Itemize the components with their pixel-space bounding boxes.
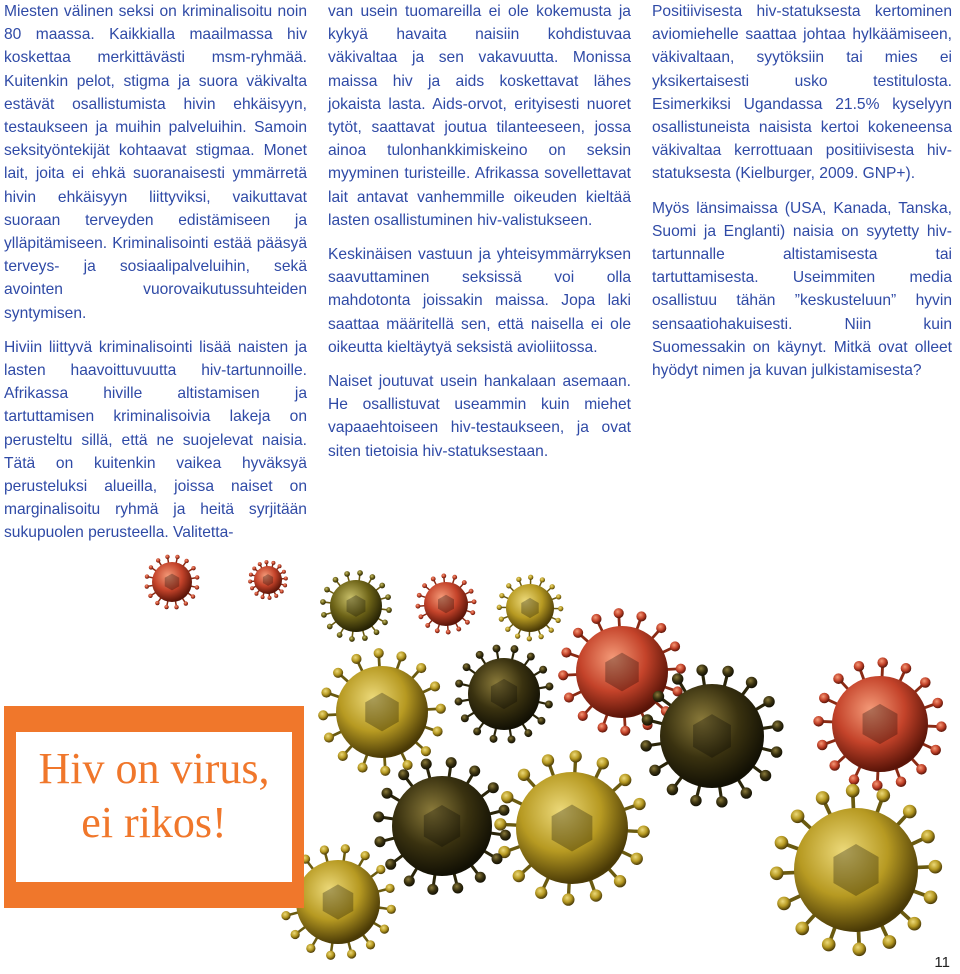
- virus-particle: [497, 575, 564, 642]
- paragraph: Hiviin liittyvä kriminalisointi lisää naisten ja lasten haavoittuvuutta hiv-tartunnoille. Afrikassa hiville altistamisen ja tartuttamisen kriminalisoivia lakeja on perusteltu sillä, että ne suojelevat naisia. Tätä on kuitenkin vaikea hyväksyä perusteluksi alueilla, joissa naiset on marginalisoitu ryhmä ja heitä syrjitään sukupuolen perusteella. Valitetta-: [4, 338, 307, 542]
- paragraph: van usein tuomareilla ei ole kokemusta ja kykyä havaita naisiin kohdistuvaa väkivaltaa ja sen vakavuutta. Monissa maissa hiv ja aids koskettavat lähes jokaista lasta. Aids-orvot, erityisesti nuoret tytöt, saattavat joutua tilanteeseen, jossa ainoa tulonhankkimiskeino on seksin myyminen turisteille. Afrikassa sovellettavat lait antavat vanhemmille oikeuden kieltää lasten osallistuminen hiv-valistukseen.: [328, 3, 631, 229]
- paragraph: Miesten välinen seksi on kriminalisoitu noin 80 maassa. Kaikkialla maailmassa hiv koskettaa merkittävästi msm-ryhmää. Kuitenkin pelot, stigma ja suora väkivalta estävät osallistumista hivin ehkäisyyn, testaukseen ja muihin palveluihin. Samoin seksityöntekijät kohtaavat stigmaa. Monet lait, joita ei ehkä suoranaisesti ymmärretä hivin ehkäisyyn liittyviksi, vaikuttavat suoraan terveyden edistämiseen ja ylläpitämiseen. Kriminalisointi estää pääsyä terveys- ja sosiaalipalveluihin, sekä avointen vuorovaikutussuhteiden syntymisen.: [4, 3, 307, 322]
- virus-particle: [455, 645, 554, 744]
- virus-particle: [416, 574, 477, 635]
- paragraph: Myös länsimaissa (USA, Kanada, Tanska, Suomi ja Englanti) naisia on syytetty hiv-tartunnalle altistamisesta tai tartuttamisesta. Useimmiten media osallistuu tähän ”keskusteluun” hyvin sensaatiohakuisesti. Niin kuin Suomessakin on käynyt. Mitkä ovat olleet hyödyt nimen ja kuvan julkistamisesta?: [652, 199, 952, 380]
- callout-line-2: ei rikos!: [81, 798, 227, 847]
- callout-line-1: Hiv on virus,: [38, 744, 270, 793]
- virus-particle: [770, 784, 942, 956]
- paragraph: Positiivisesta hiv-statuksesta kertominen aviomiehelle saattaa johtaa hylkäämiseen, väkivaltaan, syytöksiin tai mies ei yksikertaisesti usko testitulosta. Esimerkiksi Ugandassa 21.5% kyselyyn osallistuneista naisista kertoi kokeneensa väkivaltaa kerrottuaan positiivisesta hiv-statuksesta (Kielburger, 2009. GNP+).: [652, 3, 952, 183]
- virus-particle: [318, 648, 446, 776]
- virus-particle: [145, 555, 200, 610]
- virus-particle: [813, 657, 946, 790]
- paragraph: Naiset joutuvat usein hankalaan asemaan. He osallistuvat useammin kuin miehet vapaaehtoiseen hiv-testaukseen, ja ovat siten tietoisia hiv-statuksestaan.: [328, 373, 631, 460]
- virus-particle: [494, 750, 649, 905]
- virus-particle: [248, 560, 288, 600]
- virus-particle: [320, 570, 392, 642]
- text-column-3: [652, 0, 952, 393]
- callout-panel: [16, 732, 292, 882]
- paragraph: Keskinäisen vastuun ja yhteisymmärryksen saavuttaminen seksissä voi olla mahdotonta joissakin maissa. Jopa laki saattaa määritellä sen, että naisella ei ole oikeutta kieltäytyä seksistä avioliitossa.: [328, 246, 631, 356]
- text-column-1: [4, 0, 307, 556]
- page-number: 11: [934, 954, 950, 971]
- virus-particle: [373, 757, 511, 895]
- text-column-2: [328, 0, 631, 474]
- callout-box: [4, 706, 304, 908]
